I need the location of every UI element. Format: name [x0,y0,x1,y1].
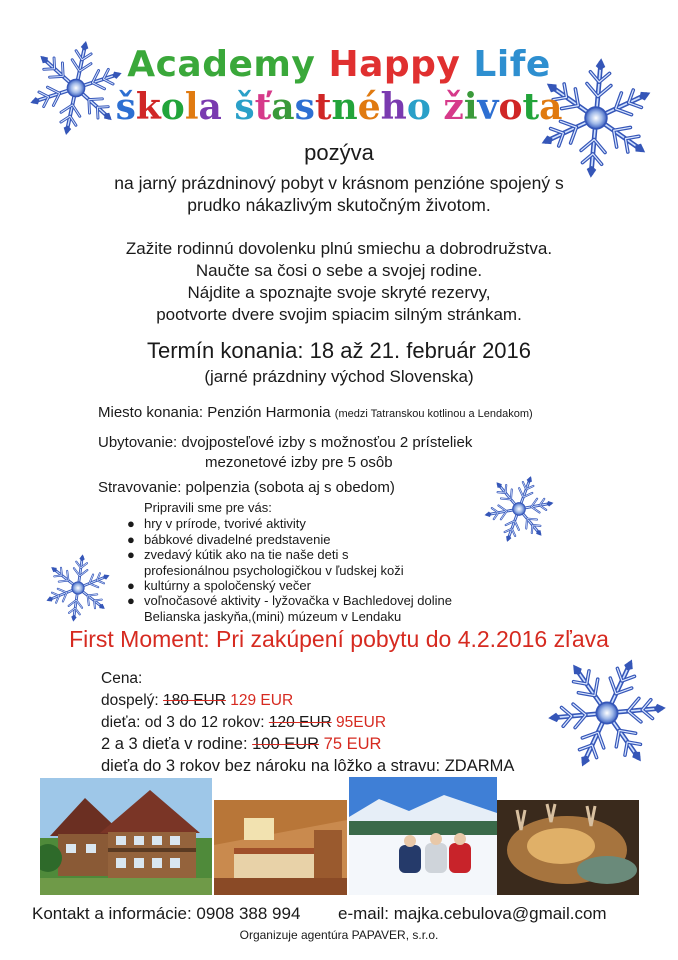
old-price: 180 EUR [163,692,226,709]
first-moment-offer: First Moment: Pri zakúpení pobytu do 4.2.2016 zľava [69,626,609,652]
subtitle-letter: ž [443,86,464,128]
subtitle-letter [431,86,444,128]
pension-photo [40,778,212,895]
paragraph-line: Nájdite a spoznajte svoje skryté rezervy, [187,283,491,302]
bullet-icon: ● [127,578,135,594]
subtitle-letter: v [477,86,499,128]
list-item-text: bábkové divadelné predstavenie [144,531,331,547]
school-subtitle [0,86,678,128]
list-item [126,593,452,624]
accommodation-line2: mezonetové izby pre 5 osôb [205,454,393,471]
subtitle-letter: o [498,86,523,128]
list-item-text: zvedavý kútik ako na tie naše deti s [144,547,349,563]
subtitle-letter: t [314,86,332,128]
list-item-text: profesionálnou psychologičkou v ľudskej koži [144,562,404,578]
new-price: 95EUR [331,714,387,731]
venue-label: Miesto konania: Penzión Harmonia [98,404,331,421]
price-label: Cena: [101,670,143,687]
snowflake-icon [44,554,112,622]
cave-photo [497,800,639,895]
accommodation: Ubytovanie: dvojposteľové izby s možnosťou 2 prísteliek [98,434,473,451]
bullet-icon: ● [127,593,135,609]
venue-note: (medzi Tatranskou kotlinou a Lendakom) [334,408,533,420]
list-item-text: hry v prírode, tvorivé aktivity [144,516,306,532]
subtitle-letter: a [539,86,563,128]
venue [98,404,533,421]
price-row-label: dospelý: [101,692,164,709]
subtitle-letter: l [184,86,199,128]
invites-text: pozýva [304,140,374,165]
title-word: Life [473,44,551,85]
bullet-icon: ● [127,516,135,532]
bullet-icon: ● [127,547,135,563]
title-word: Happy [328,44,461,85]
subtitle-letter: ť [254,86,272,128]
snowflake-icon [484,474,554,544]
intro-text [0,172,678,216]
subtitle-letter: k [135,86,161,128]
subtitle-letter: š [115,86,136,128]
subtitle-letter: h [380,86,407,128]
contact-email[interactable]: e-mail: majka.cebulova@gmail.com [338,904,607,923]
paragraph-line: Zažite rodinnú dovolenku plnú smiechu a dobrodružstva. [125,239,553,258]
subtitle-letter: n [331,86,358,128]
subtitle-letter: o [406,86,431,128]
price-row-label: 2 a 3 dieťa v rodine: [101,735,253,753]
list-item [126,516,452,531]
title-word: Academy [127,44,316,85]
winter-photo [349,777,497,895]
list-item [126,547,452,578]
paragraph-line: pootvorte dvere svojim spiacim silným stránkam. [156,305,522,324]
subtitle-letter: a [198,86,222,128]
price-row [101,712,386,733]
subtitle-letter: t [522,86,540,128]
new-price: 129 EUR [225,692,294,709]
list-item [126,578,452,593]
list-item-text: Belianska jaskyňa,(mini) múzeum v Lendaku [144,608,402,624]
price-row [101,734,381,755]
subtitle-letter: š [234,86,255,128]
academy-title [0,44,678,85]
price-row [101,690,293,711]
event-date-note: (jarné prázdniny východ Slovenska) [204,367,474,386]
room-photo [214,800,347,895]
subtitle-letter: i [463,86,478,128]
snowflake-icon [548,654,666,772]
subtitle-letter: é [357,86,381,128]
list-item-text: voľnočasové aktivity - lyžovačka v Bachledovej doline [144,593,453,609]
old-price: 100 EUR [252,735,320,753]
list-item-text: kultúrny a spoločenský večer [144,578,311,594]
new-price: 75 EUR [319,735,382,753]
event-date: Termín konania: 18 až 21. február 2016 [146,338,532,363]
organizer: Organizuje agentúra PAPAVER, s.r.o. [239,928,439,942]
price-row-label: dieťa: od 3 do 12 rokov: [101,714,269,731]
bullet-icon: ● [127,531,135,547]
meals: Stravovanie: polpenzia (sobota aj s obedom) [98,479,395,496]
intro-line: prudko nákazlivým skutočným životom. [187,195,491,215]
subtitle-letter: a [271,86,295,128]
list-item [126,532,452,547]
paragraph-line: Naučte sa čosi o sebe a svojej rodine. [195,261,483,280]
intro-line: na jarný prázdninový pobyt v krásnom penzióne spojený s [114,173,564,193]
subtitle-letter [222,86,235,128]
invite-paragraph [0,238,678,326]
program-list [126,500,452,624]
subtitle-letter: s [294,86,315,128]
price-free: dieťa do 3 rokov bez nároku na lôžko a stravu: ZDARMA [101,757,515,775]
subtitle-letter: o [160,86,185,128]
program-heading: Pripravili sme pre vás: [144,500,272,515]
old-price: 120 EUR [268,714,332,731]
contact-phone: Kontakt a informácie: 0908 388 994 [32,904,301,923]
